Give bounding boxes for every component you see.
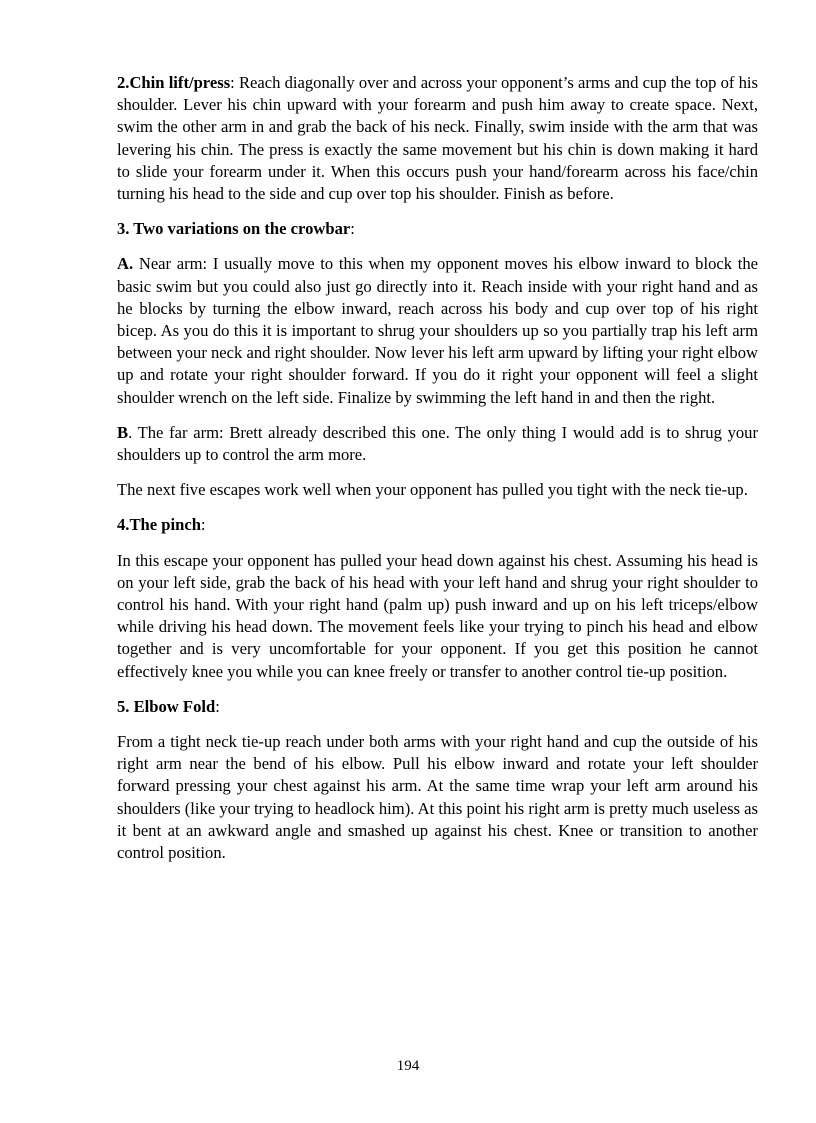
paragraph-pinch-heading — [117, 514, 758, 536]
heading-elbow-fold: 5. Elbow Fold — [117, 696, 216, 716]
text-near-arm: Near arm: I usually move to this when my opponent moves his elbow inward to block the basic swim but you could also just go directly into it. Reach inside with your right hand and as he blocks by turning the elbow inward, reach across his body and cup over top of his right bicep. As you do this it is important to shrug your shoulders up so you partially trap his left arm between your neck and right shoulder. Now lever his left arm upward by lifting your right elbow up and rotate your right shoulder forward. If you do it right your opponent will feel a slight shoulder wrench on the left side. Finalize by swimming the left hand in and then the right. — [117, 254, 759, 407]
heading-chin-lift: 2.Chin lift/press — [117, 73, 231, 92]
heading-crowbar-colon: : — [350, 219, 355, 239]
paragraph-elbow-fold: From a tight neck tie-up reach under both arms with your right hand and cup the outside of his right arm near the bend of his elbow. Pull his elbow inward and rotate your left shoulder forward pressing your chest against his arm. At the same time wrap your left arm around his shoulders (like your trying to headlock him). At this point his right arm is pretty much useless as it bent at an awkward angle and smashed up against his chest. Knee or transition to another control position. — [117, 732, 758, 863]
paragraph-crowbar-heading — [117, 218, 758, 240]
text-chin-lift: : Reach diagonally over and across your opponent’s arms and cup the top of his shoulder. Lever his chin upward with your forearm and push him away to create space. Next, swim the other arm in and grab the back of his neck. Finally, swim inside with the arm that was levering his chin. The press is exactly the same movement but his chin is down making it hard to slide your forearm under it. When this occurs push your hand/forearm across his face/chin turning his head to the side and cup over top his shoulder. Finish as before. — [117, 73, 758, 204]
label-near-arm: A. — [117, 254, 134, 274]
page-number: 194 — [396, 1058, 420, 1074]
heading-crowbar: 3. Two variations on the crowbar — [117, 219, 351, 239]
label-far-arm: B — [117, 422, 129, 442]
paragraph-elbow-fold-heading — [117, 696, 758, 718]
paragraph-pinch: In this escape your opponent has pulled your head down against his chest. Assuming his head is on your left side, grab the back of his head with your left hand and shrug your right shoulder to control his hand. With your right hand (palm up) push inward and up on his left triceps/elbow while driving his head down. The movement feels like your trying to pinch his head and elbow together and is very uncomfortable for your opponent. If you get this position he cannot effectively knee you while you can knee freely or transfer to another control tie-up position. — [117, 550, 758, 681]
paragraph-chin-lift — [117, 72, 758, 205]
heading-elbow-fold-colon: : — [215, 696, 220, 716]
paragraph-near-arm — [117, 253, 758, 408]
text-far-arm: . The far arm: Brett already described this one. The only thing I would add is to shrug your shoulders up to control the arm more. — [117, 422, 758, 465]
heading-pinch-colon: : — [200, 515, 206, 535]
paragraph-far-arm — [117, 422, 758, 466]
paragraph-next-escapes: The next five escapes work well when your opponent has pulled you tight with the neck tie-up. — [117, 480, 748, 500]
heading-pinch: 4.The pinch — [117, 515, 201, 535]
page-content — [117, 72, 758, 877]
